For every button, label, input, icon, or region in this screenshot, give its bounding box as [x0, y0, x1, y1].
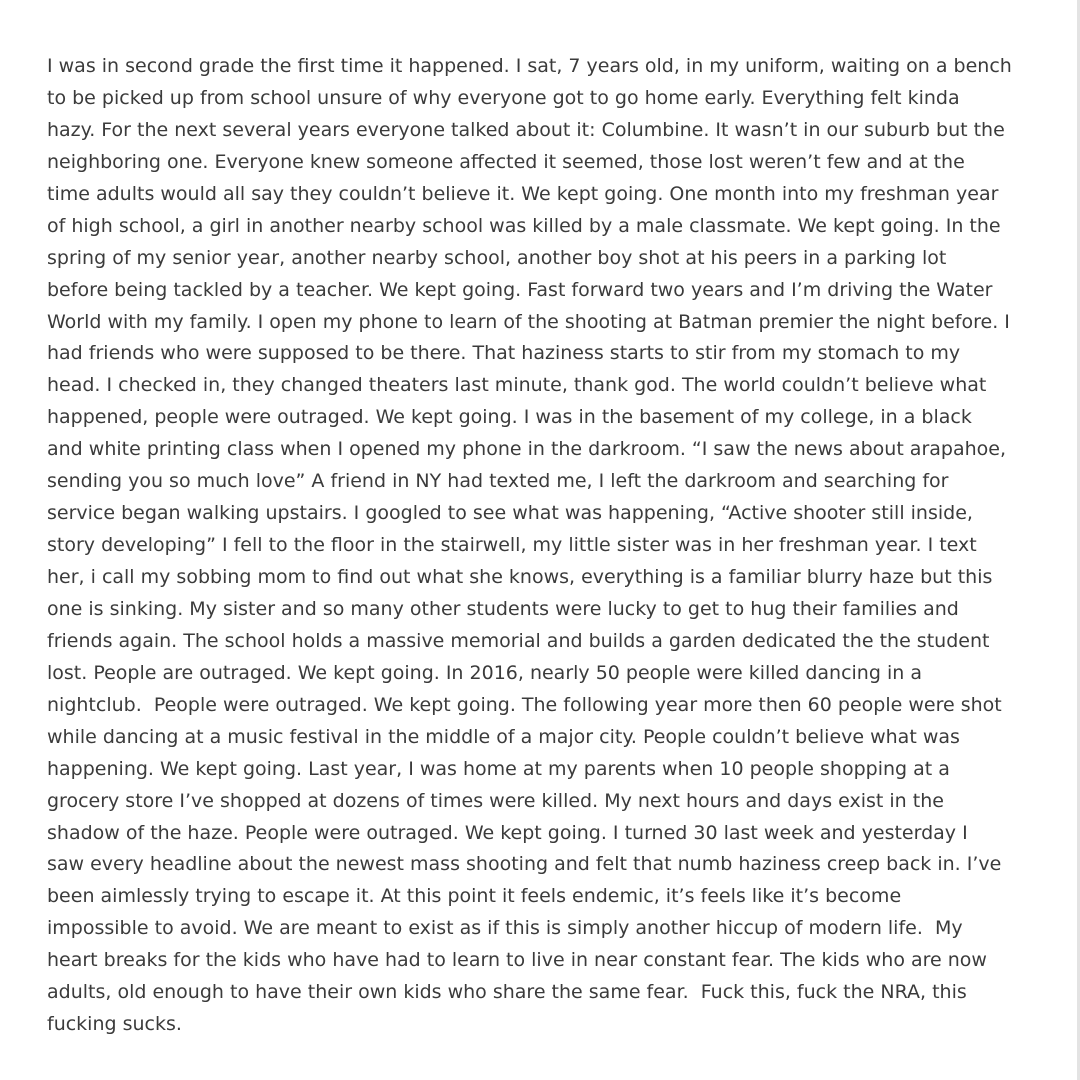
note-line: shadow of the haze. People were outraged. We kept going. I turned 30 last week and yesterday I: [47, 821, 968, 844]
note-line: hazy. For the next several years everyone talked about it: Columbine. It wasn’t in our suburb but the: [47, 118, 1005, 141]
note-line: happened, people were outraged. We kept going. I was in the basement of my college, in a black: [47, 406, 972, 429]
note-line: of high school, a girl in another nearby school was killed by a male classmate. We kept going. In the: [47, 214, 1001, 237]
note-line: had friends who were supposed to be there. That haziness starts to stir from my stomach to my: [47, 342, 961, 365]
note-line: I was in second grade the first time it happened. I sat, 7 years old, in my uniform, waiting on a bench: [47, 55, 1012, 77]
note-line: her, i call my sobbing mom to find out what she knows, everything is a familiar blurry haze but this: [47, 566, 993, 588]
note-line: one is sinking. My sister and so many other students were lucky to get to hug their families and: [47, 597, 959, 620]
note-line: fucking sucks.: [47, 1013, 182, 1036]
note-line: grocery store I’ve shopped at dozens of times were killed. My next hours and days exist in the: [47, 789, 944, 812]
note-line: and white printing class when I opened my phone in the darkroom. “I saw the news about arapahoe,: [47, 438, 1007, 461]
note-line: adults, old enough to have their own kids who share the same fear. Fuck this, fuck the NRA, this: [47, 981, 967, 1004]
note-line: friends again. The school holds a massive memorial and builds a garden dedicated the the student: [47, 629, 990, 652]
note-line: before being tackled by a teacher. We kept going. Fast forward two years and I’m driving the Water: [47, 278, 993, 301]
note-line: lost. People are outraged. We kept going. In 2016, nearly 50 people were killed dancing in a: [47, 661, 922, 684]
note-line: been aimlessly trying to escape it. At this point it feels endemic, it’s feels like it’s become: [47, 885, 902, 908]
note-line: time adults would all say they couldn’t believe it. We kept going. One month into my freshman year: [47, 182, 999, 205]
note-line: to be picked up from school unsure of why everyone got to go home early. Everything felt kinda: [47, 86, 960, 109]
note-line: sending you so much love” A friend in NY had texted me, I left the darkroom and searching for: [47, 470, 949, 493]
note-line: heart breaks for the kids who have had to learn to live in near constant fear. The kids who are now: [47, 949, 987, 972]
note-line: head. I checked in, they changed theaters last minute, thank god. The world couldn’t believe what: [47, 374, 987, 397]
note-line: story developing” I fell to the floor in the stairwell, my little sister was in her freshman year. I text: [47, 534, 977, 557]
note-body: [47, 51, 1057, 1041]
note-line: impossible to avoid. We are meant to exist as if this is simply another hiccup of modern life. My: [47, 917, 963, 940]
note-line: happening. We kept going. Last year, I was home at my parents when 10 people shopping at a: [47, 757, 950, 780]
note-line: while dancing at a music festival in the middle of a major city. People couldn’t believe what was: [47, 725, 960, 748]
note-line: service began walking upstairs. I googled to see what was happening, “Active shooter still inside,: [47, 502, 973, 525]
note-line: neighboring one. Everyone knew someone affected it seemed, those lost weren’t few and at the: [47, 150, 965, 173]
note-line: nightclub. People were outraged. We kept going. The following year more then 60 people were shot: [47, 693, 1002, 716]
note-line: World with my family. I open my phone to learn of the shooting at Batman premier the night before. I: [47, 310, 1010, 333]
note-line: saw every headline about the newest mass shooting and felt that numb haziness creep back in. I’ve: [47, 853, 1002, 876]
note-line: spring of my senior year, another nearby school, another boy shot at his peers in a parking lot: [47, 246, 947, 269]
